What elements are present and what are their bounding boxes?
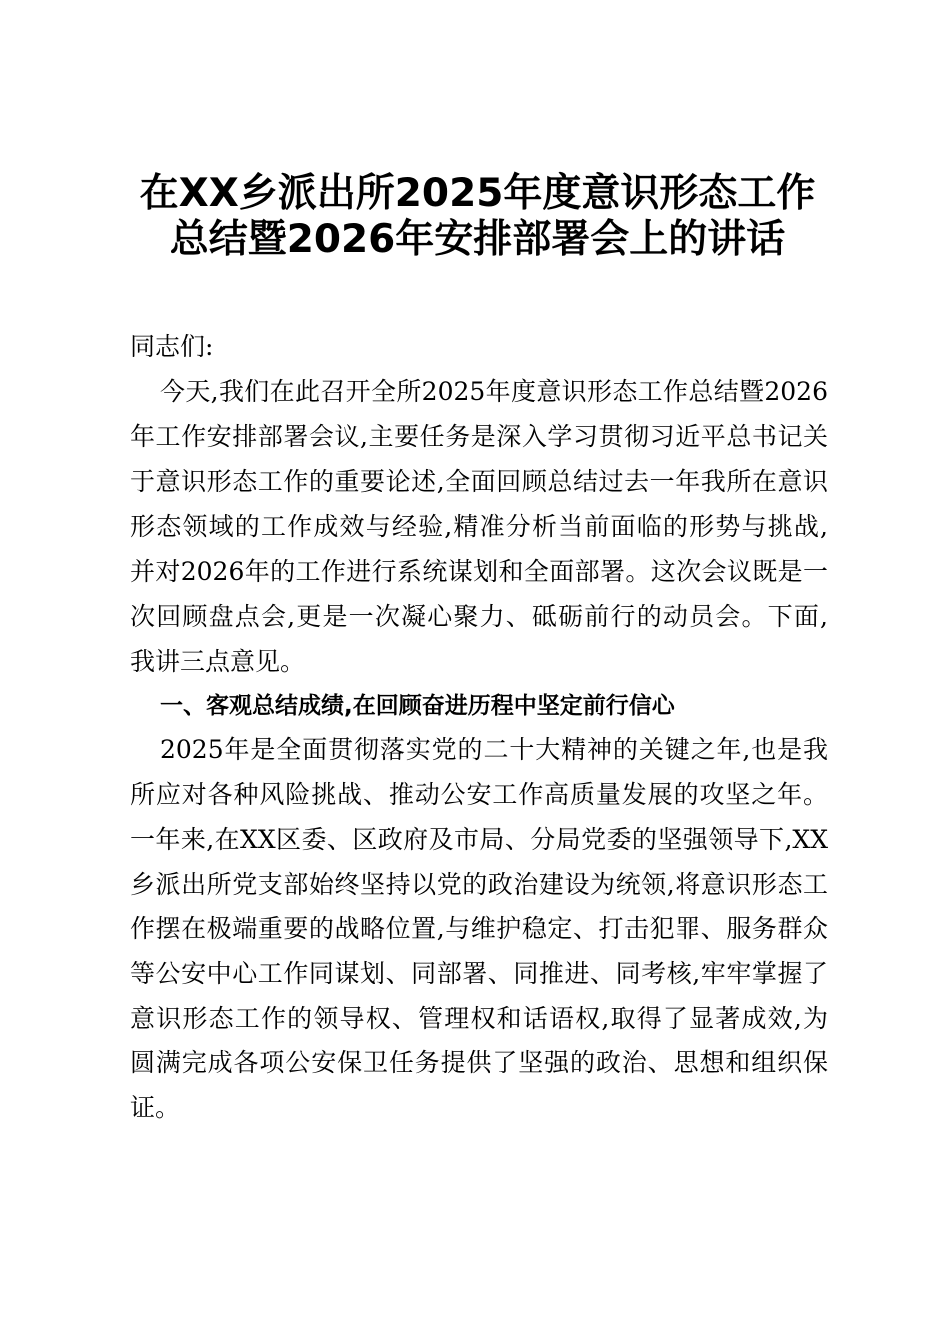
paragraph-line: 次回顾盘点会,更是一次凝心聚力、砥砺前行的动员会。下面, bbox=[130, 602, 828, 631]
paragraph-line: 今天,我们在此召开全所2025年度意识形态工作总结暨2026 bbox=[160, 377, 828, 406]
paragraph-line: 并对2026年的工作进行系统谋划和全面部署。这次会议既是一 bbox=[130, 557, 828, 586]
paragraph-line: 形态领域的工作成效与经验,精准分析当前面临的形势与挑战, bbox=[130, 512, 828, 541]
section-heading: 一、客观总结成绩,在回顾奋进历程中坚定前行信心 bbox=[160, 693, 675, 719]
paragraph-line: 一年来,在XX区委、区政府及市局、分局党委的坚强领导下,XX bbox=[130, 825, 828, 854]
paragraph-line: 作摆在极端重要的战略位置,与维护稳定、打击犯罪、服务群众 bbox=[130, 914, 828, 943]
paragraph-line: 我讲三点意见。 bbox=[130, 647, 306, 676]
paragraph-line: 于意识形态工作的重要论述,全面回顾总结过去一年我所在意识 bbox=[130, 467, 828, 496]
paragraph-line: 等公安中心工作同谋划、同部署、同推进、同考核,牢牢掌握了 bbox=[130, 959, 828, 988]
paragraph-line: 年工作安排部署会议,主要任务是深入学习贯彻习近平总书记关 bbox=[130, 422, 828, 451]
paragraph-line: 圆满完成各项公安保卫任务提供了坚强的政治、思想和组织保 bbox=[130, 1048, 828, 1077]
paragraph-line: 2025年是全面贯彻落实党的二十大精神的关键之年,也是我 bbox=[160, 735, 828, 764]
document-title-line-1: 在XX乡派出所2025年度意识形态工作 bbox=[139, 171, 816, 216]
paragraph-line: 证。 bbox=[130, 1093, 181, 1122]
document-title-line-2: 总结暨2026年安排部署会上的讲话 bbox=[169, 217, 786, 262]
paragraph-line: 意识形态工作的领导权、管理权和话语权,取得了显著成效,为 bbox=[130, 1004, 828, 1033]
paragraph-line: 所应对各种风险挑战、推动公安工作高质量发展的攻坚之年。 bbox=[130, 780, 828, 809]
salutation: 同志们: bbox=[130, 332, 214, 361]
paragraph-line: 乡派出所党支部始终坚持以党的政治建设为统领,将意识形态工 bbox=[130, 870, 828, 899]
